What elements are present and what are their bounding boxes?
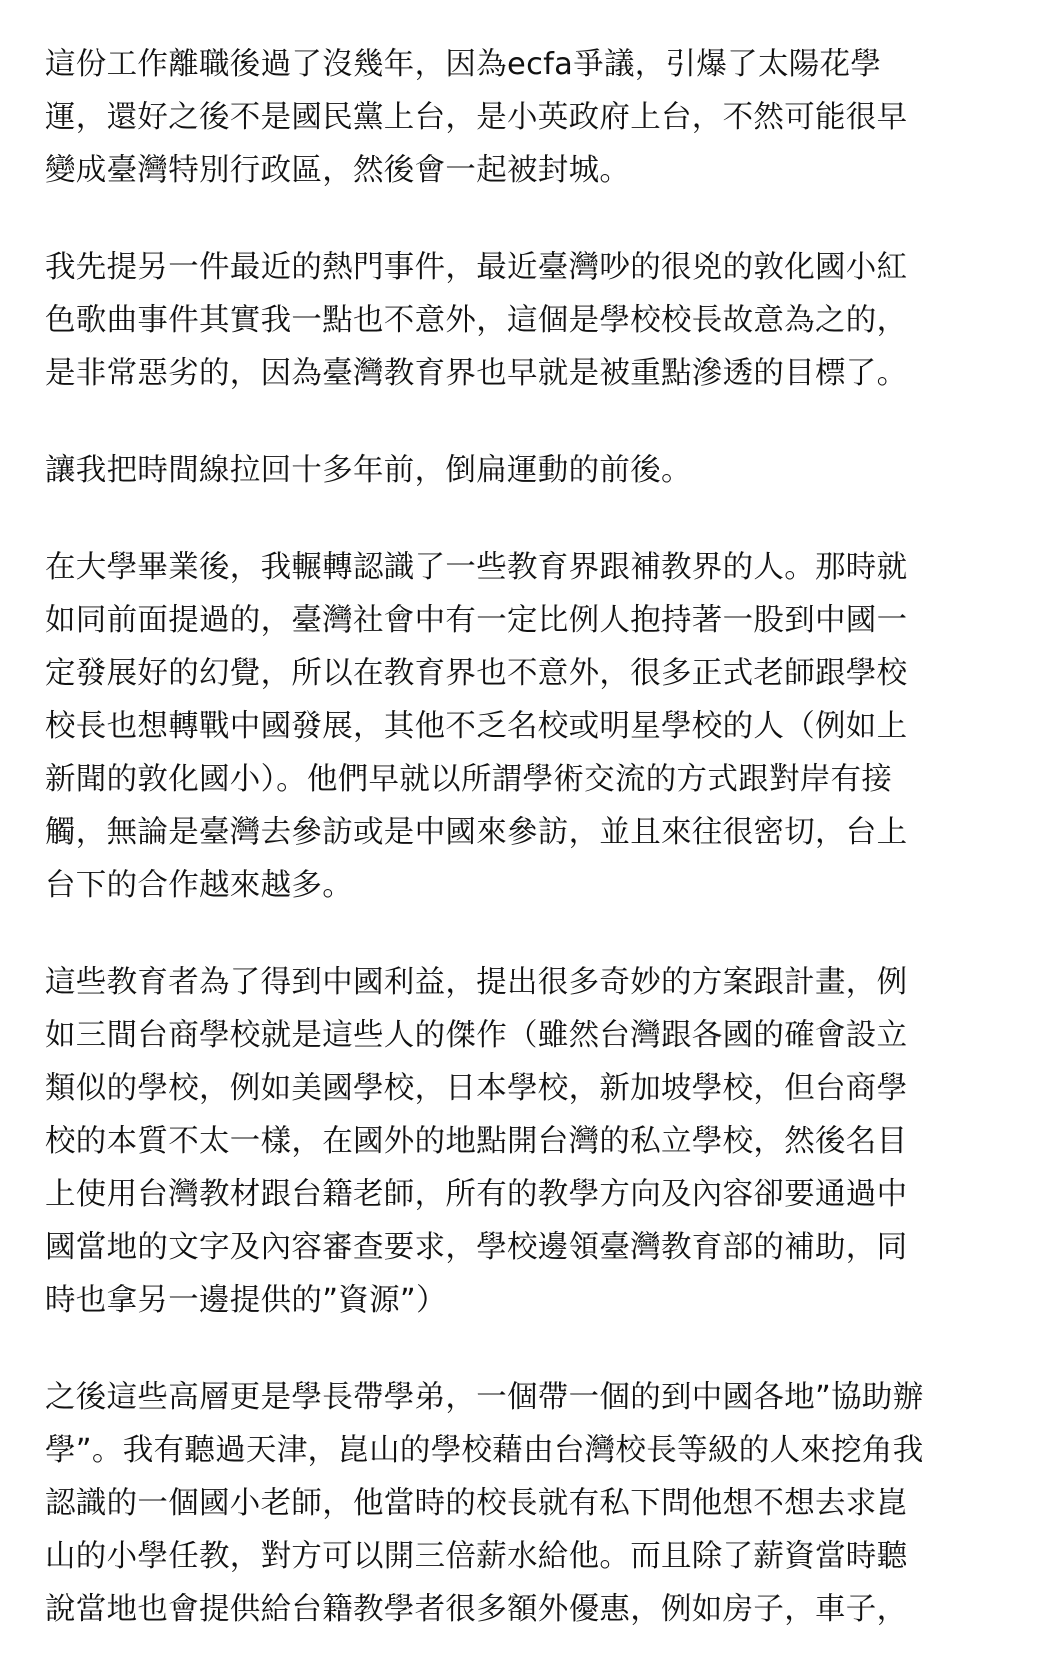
text-line: 是非常惡劣的，因為臺灣教育界也早就是被重點滲透的目標了。 [45,356,908,391]
text-line: 觸，無論是臺灣去參訪或是中國來參訪，並且來往很密切，台上 [45,815,908,850]
text-line: 運，還好之後不是國民黨上台，是小英政府上台，不然可能很早 [45,100,908,135]
text-line: 類似的學校，例如美國學校，日本學校，新加坡學校，但台商學 [45,1071,908,1106]
text-line: 在大學畢業後，我輾轉認識了一些教育界跟補教界的人。那時就 [45,550,908,585]
text-line: 學”。我有聽過天津，崑山的學校藉由台灣校長等級的人來挖角我 [45,1433,924,1468]
text-line: 如三間台商學校就是這些人的傑作（雖然台灣跟各國的確會設立 [45,1018,908,1053]
text-line: 定發展好的幻覺，所以在教育界也不意外，很多正式老師跟學校 [45,656,908,691]
paragraph-4 [45,541,1020,912]
text-line: 說當地也會提供給台籍教學者很多額外優惠，例如房子，車子， [45,1592,908,1627]
paragraph-3 [45,444,1020,497]
text-line: 變成臺灣特別行政區，然後會一起被封城。 [45,153,631,188]
text-line: 新聞的敦化國小）。他們早就以所謂學術交流的方式跟對岸有接 [45,762,893,797]
text-line: 台下的合作越來越多。 [45,868,353,903]
text-line: 色歌曲事件其實我一點也不意外，這個是學校校長故意為之的， [45,303,908,338]
paragraph-5 [45,956,1020,1327]
text-line: 山的小學任教，對方可以開三倍薪水給他。而且除了薪資當時聽 [45,1539,908,1574]
text-line: 校長也想轉戰中國發展，其他不乏名校或明星學校的人（例如上 [45,709,908,744]
text-line: 如同前面提過的，臺灣社會中有一定比例人抱持著一股到中國一 [45,603,908,638]
text-line: 讓我把時間線拉回十多年前，倒扁運動的前後。 [45,453,692,488]
text-line: 認識的一個國小老師，他當時的校長就有私下問他想不想去求崑 [45,1486,908,1521]
article-body [45,38,1020,1680]
text-line: 這份工作離職後過了沒幾年，因為ecfa爭議，引爆了太陽花學 [45,47,882,82]
paragraph-1 [45,38,1020,197]
paragraph-6 [45,1371,1020,1636]
text-line: 校的本質不太一樣，在國外的地點開台灣的私立學校，然後名目 [45,1124,908,1159]
text-line: 國當地的文字及內容審查要求，學校邊領臺灣教育部的補助，同 [45,1230,908,1265]
text-line: 時也拿另一邊提供的”資源”） [45,1283,447,1318]
text-line: 上使用台灣教材跟台籍老師，所有的教學方向及內容卻要通過中 [45,1177,908,1212]
text-line: 之後這些高層更是學長帶學弟，一個帶一個的到中國各地”協助辦 [45,1380,924,1415]
text-line: 這些教育者為了得到中國利益，提出很多奇妙的方案跟計畫，例 [45,965,908,1000]
text-line: 我先提另一件最近的熱門事件，最近臺灣吵的很兇的敦化國小紅 [45,250,908,285]
paragraph-2 [45,241,1020,400]
